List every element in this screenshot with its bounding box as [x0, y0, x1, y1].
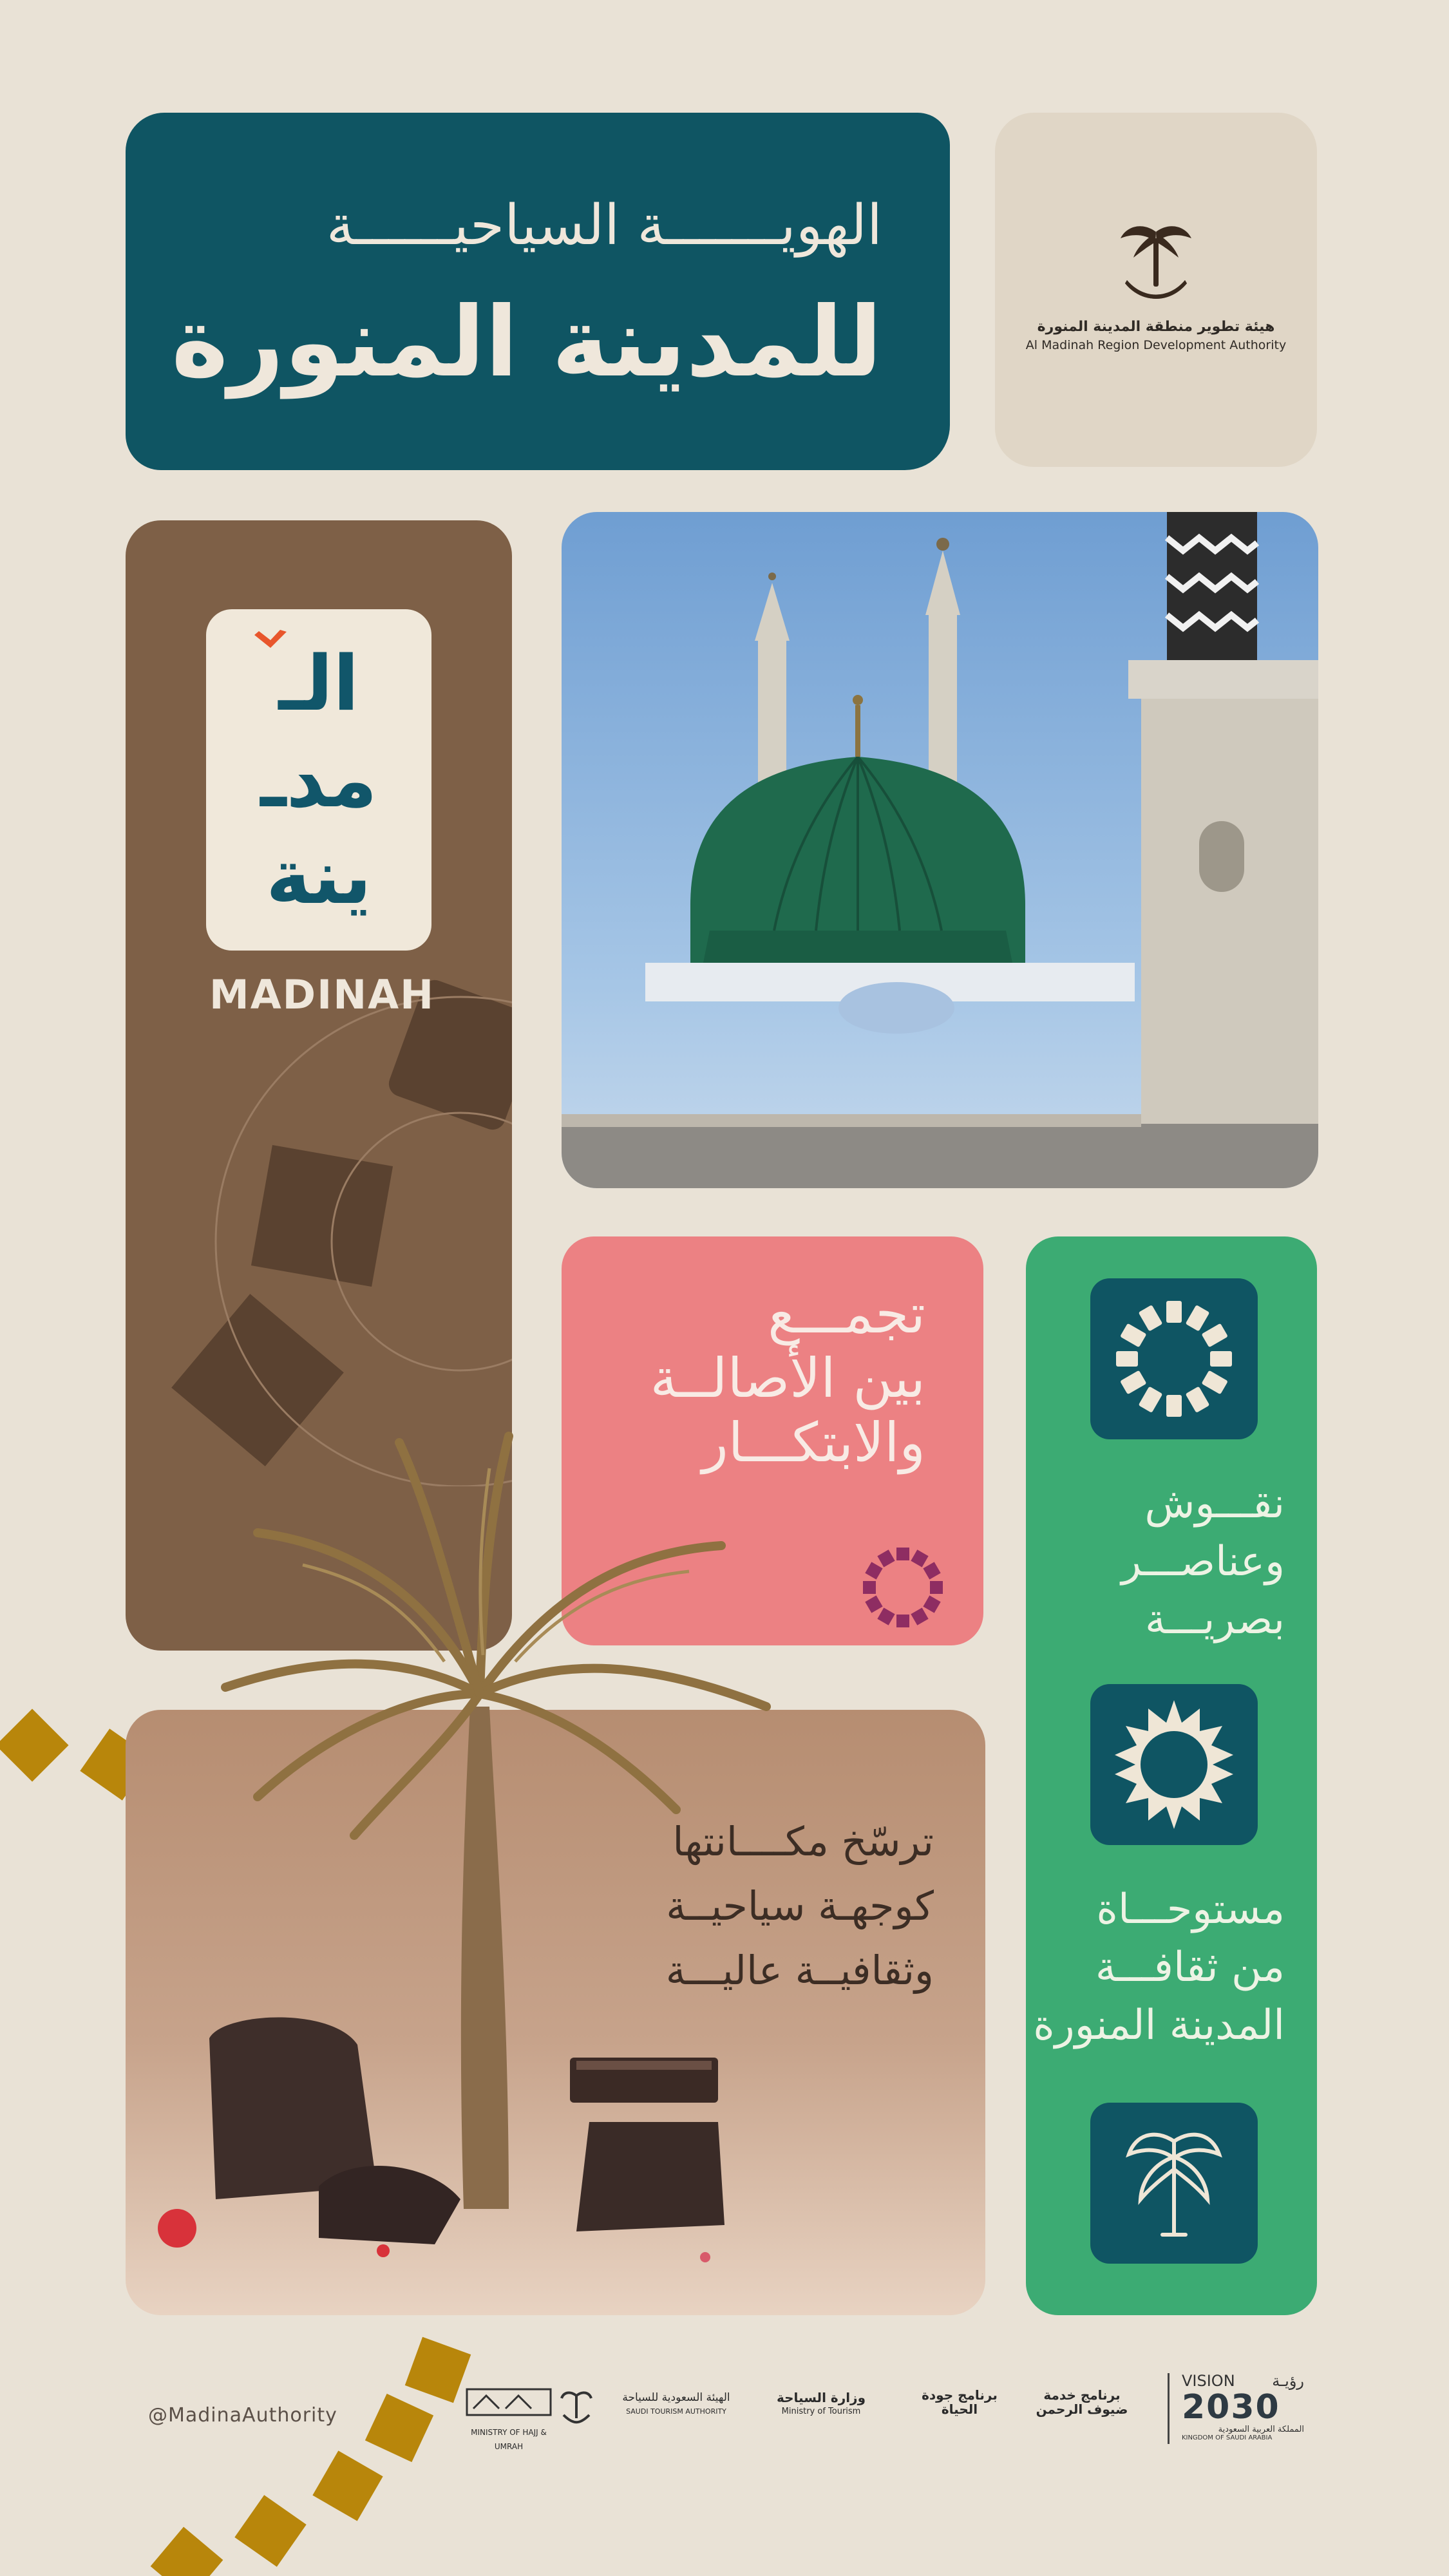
palm-swords-emblem-icon: [1117, 219, 1195, 316]
green-card-text-2: مستوحـــاة من ثقافـــة المدينة المنورة: [1033, 1886, 1285, 2049]
vision-ar: رؤيـة: [1272, 2372, 1304, 2390]
partner-ar: الهيئة السعودية للسياحة: [622, 2391, 730, 2404]
saudi-emblem: [560, 2389, 592, 2432]
title-line-2: للمدينة المنورة: [171, 287, 882, 399]
partner-logo-hajj: [460, 2383, 557, 2454]
building-emblem-icon: [460, 2383, 557, 2421]
partner-logo-pilgrims-program: برنامج خدمة ضيوف الرحمن: [1036, 2387, 1128, 2417]
madinah-arabic-logo: [206, 635, 431, 925]
partner-logo-tourism-authority: [609, 2391, 744, 2419]
pattern-tile-star: [1090, 1684, 1258, 1845]
madinah-logo-box: [206, 609, 431, 951]
pattern-tile-palm: [1090, 2103, 1258, 2264]
logo-line: ينة: [265, 832, 372, 921]
vision-year: 2030: [1182, 2388, 1280, 2427]
mosque-illustration: [562, 512, 1318, 1188]
green-dome-photo: [562, 512, 1318, 1188]
authority-logo-panel: [995, 113, 1317, 467]
authority-name-arabic: هيئة تطوير منطقة المدينة المنورة: [1037, 319, 1275, 335]
partner-logo-ministry-tourism: [760, 2391, 882, 2419]
partner-en: Ministry of Tourism: [781, 2407, 861, 2416]
pink-card-text: تجمـــع بين الأصالــة والابتكـــار: [650, 1282, 925, 1474]
green-card: [1026, 1236, 1317, 2315]
pattern-tile-flower: [1090, 1278, 1258, 1439]
product-card-text: ترسّخ مكــــانتها كوجهـة سياحيــة وثقافيــة عاليـــة: [665, 1818, 934, 1994]
vision-2030-logo: [1182, 2372, 1304, 2449]
vision-kingdom-ar: المملكة العربية السعودية: [1218, 2425, 1304, 2434]
madinah-latin-wordmark: MADINAH: [209, 971, 435, 1018]
partner-en: SAUDI TOURISM AUTHORITY: [626, 2407, 726, 2416]
authority-name-english: Al Madinah Region Development Authority: [1025, 338, 1287, 352]
title-panel: [126, 113, 950, 470]
logo-line: الـ: [278, 639, 359, 728]
partner-ar: وزارة السياحة: [776, 2390, 866, 2405]
vision-en: VISION: [1182, 2372, 1235, 2390]
title-line-1: الهويـــــــة السياحيــــــة: [326, 193, 882, 258]
vision-kingdom-en: KINGDOM OF SAUDI ARABIA: [1182, 2434, 1273, 2441]
palm-swords-emblem-icon: [560, 2389, 592, 2428]
palm-tree-icon: [1090, 2103, 1258, 2264]
footer-divider: [1168, 2373, 1170, 2444]
sunburst-star-icon: [1090, 1684, 1258, 1845]
partner-en: MINISTRY OF HAJJ & UMRAH: [471, 2428, 547, 2451]
green-card-text-1: نقـــوش وعناصـــر بصريـــة: [1121, 1480, 1285, 1643]
social-handle[interactable]: @MadinaAuthority: [148, 2404, 337, 2427]
palm-tree-illustration: [187, 1385, 857, 2222]
flower-pattern-icon: [851, 1536, 954, 1639]
logo-line: مدـ: [260, 735, 377, 824]
flower-ring-icon: [1090, 1278, 1258, 1439]
partner-logo-quality-of-life: برنامج جودة الحياة: [922, 2387, 998, 2417]
